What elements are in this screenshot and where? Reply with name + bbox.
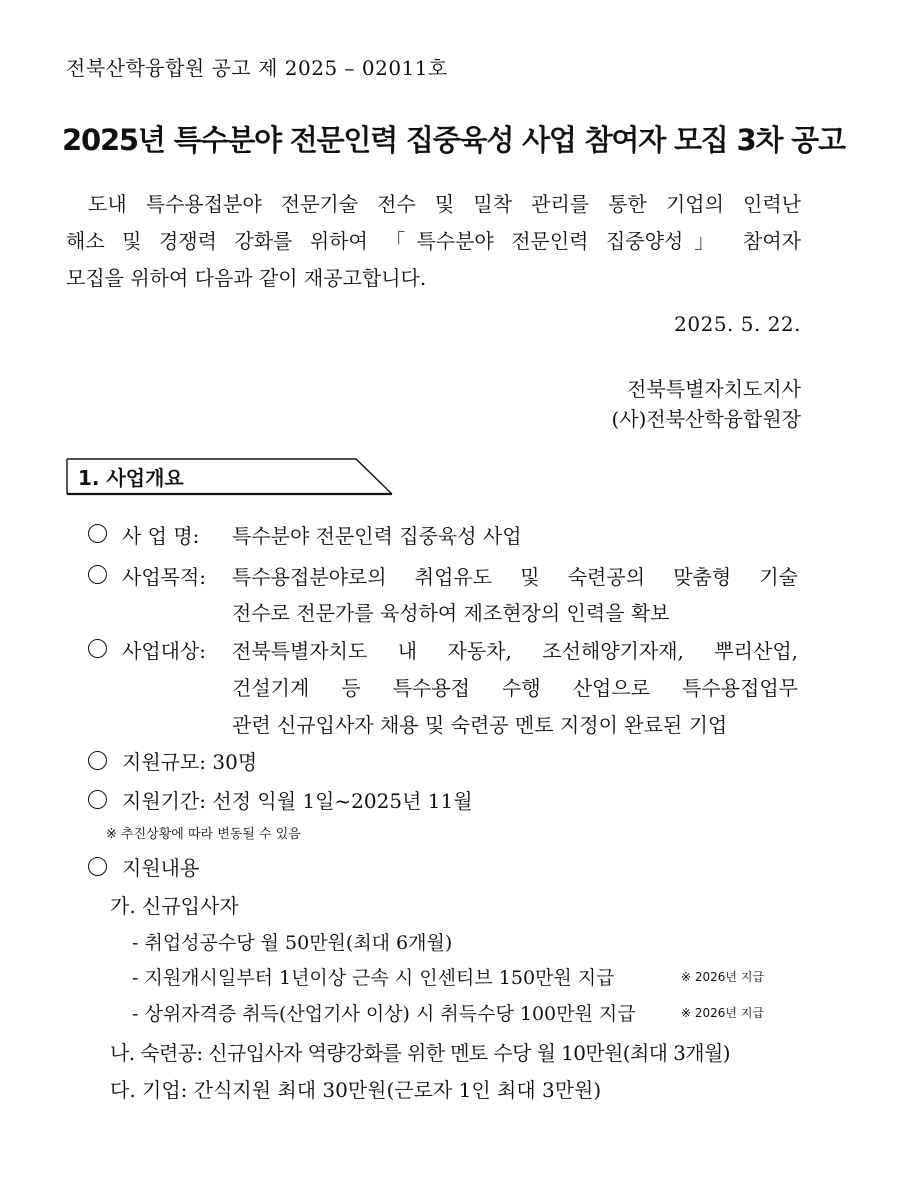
- period-note: ※ 추진상황에 따라 변동될 수 있음: [106, 827, 301, 842]
- target-label: 사업대상:: [122, 639, 207, 663]
- intro-line-1: 도내 특수용접분야 전문기술 전수 및 밀착 관리를 통한 기업의 인력난: [88, 192, 801, 216]
- intro-line-2: 해소 및 경쟁력 강화를 위하여 「특수분야 전문인력 집중양성」 참여자: [66, 229, 801, 253]
- purpose-line-1: 특수용접분야로의 취업유도 및 숙련공의 맞춤형 기술: [232, 565, 798, 589]
- content-da: 다. 기업: 간식지원 최대 30만원(근로자 1인 최대 3만원): [110, 1078, 602, 1102]
- bullet-circle-icon: [88, 749, 107, 773]
- intro-line-3: 모집을 위하여 다음과 같이 재공고합니다.: [66, 266, 427, 290]
- support-content-label: 지원내용: [122, 856, 200, 880]
- section-heading: 1. 사업개요: [78, 466, 184, 490]
- target-line-2: 건설기계 등 특수용접 수행 산업으로 특수용접업무: [232, 676, 798, 700]
- name-value: 특수분야 전문인력 집중육성 사업: [232, 524, 522, 548]
- signer-governor: 전북특별자치도지사: [627, 377, 801, 401]
- support-period: 지원기간: 선정 익월 1일~2025년 11월: [122, 789, 473, 813]
- content-ga-item-3-note: ※ 2026년 지급: [681, 1006, 764, 1020]
- support-scale: 지원규모: 30명: [122, 750, 258, 774]
- content-ga-item-1: - 취업성공수당 월 50만원(최대 6개월): [132, 932, 453, 954]
- signer-institute: (사)전북산학융합원장: [611, 407, 801, 431]
- content-ga-item-2-note: ※ 2026년 지급: [681, 970, 764, 984]
- purpose-line-2: 전수로 전문가를 육성하여 제조현장의 인력을 확보: [232, 601, 670, 625]
- notice-number: 전북산학융합원 공고 제 2025 – 02011호: [66, 56, 448, 80]
- content-ga-item-2: - 지원개시일부터 1년이상 근속 시 인센티브 150만원 지급: [132, 967, 615, 989]
- intro-paragraph: [66, 186, 801, 297]
- content-ga-heading: 가. 신규입사자: [110, 894, 239, 918]
- section-heading-tab: [66, 456, 396, 496]
- target-line-3: 관련 신규입사자 채용 및 숙련공 멘토 지정이 완료된 기업: [232, 713, 728, 737]
- bullet-circle-icon: [88, 522, 107, 546]
- content-ga-item-3: - 상위자격증 취득(산업기사 이상) 시 취득수당 100만원 지급: [132, 1003, 636, 1025]
- bullet-circle-icon: [88, 855, 107, 879]
- target-line-1: 전북특별자치도 내 자동차, 조선해양기자재, 뿌리산업,: [232, 639, 798, 663]
- bullet-circle-icon: [88, 788, 107, 812]
- page-title: 2025년 특수분야 전문인력 집중육성 사업 참여자 모집 3차 공고: [62, 123, 845, 157]
- purpose-label: 사업목적:: [122, 565, 207, 589]
- bullet-circle-icon: [88, 637, 107, 661]
- content-na: 나. 숙련공: 신규입사자 역량강화를 위한 멘토 수당 월 10만원(최대 3개월): [110, 1041, 730, 1065]
- bullet-circle-icon: [88, 563, 107, 587]
- notice-date: 2025. 5. 22.: [674, 312, 801, 336]
- name-label: 사 업 명:: [122, 524, 200, 548]
